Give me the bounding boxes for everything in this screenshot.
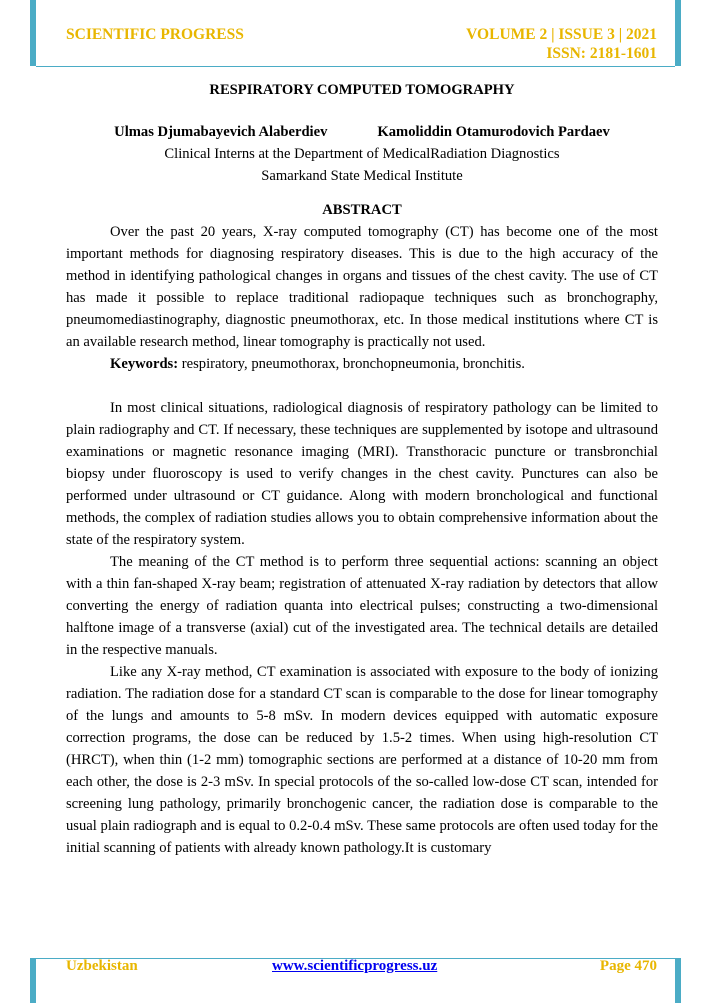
- journal-name: SCIENTIFIC PROGRESS: [66, 26, 244, 43]
- footer-left-bar: [30, 958, 36, 1003]
- website-link[interactable]: www.scientificprogress.uz: [272, 958, 438, 974]
- keywords-label: Keywords:: [110, 356, 179, 372]
- abstract-heading: ABSTRACT: [322, 202, 402, 218]
- page-number: Page 470: [599, 958, 657, 974]
- footer-country: Uzbekistan: [66, 958, 138, 974]
- abstract-text: Over the past 20 years, X-ray computed tomography (CT) has become one of the most important methods for diagnosing respiratory diseases. This is due to the high accuracy of the method in identifying pathological changes in organs and tissues of the chest cavity. The use of CT has made it possible to replace traditional radiopaque techniques such as bronchography, pneumomediastinography, diagnostic pneumothorax, etc. In those medical institutions where CT is an available research method, linear tomography is practically not used.: [66, 224, 658, 350]
- author-1: Ulmas Djumabayevich Alaberdiev: [114, 124, 328, 140]
- affiliation-institute: Samarkand State Medical Institute: [261, 168, 463, 184]
- header-right-bar: [675, 0, 681, 66]
- paragraph: In most clinical situations, radiological diagnosis of respiratory pathology can be limited to plain radiography and CT. If necessary, these techniques are supplemented by isotope and ultrasound examinations or magnetic resonance imaging (MRI). Transthoracic puncture or transbronchial biopsy under fluoroscopy is used to verify changes in the chest cavity. Punctures can also be performed under ultrasound or CT guidance. Along with modern bronchological and functional methods, the complex of radiation studies allows you to obtain comprehensive information about the state of the respiratory system.: [66, 400, 658, 548]
- header-divider: [36, 66, 675, 67]
- issn: ISSN: 2181-1601: [546, 45, 657, 62]
- keywords-list: respiratory, pneumothorax, bronchopneumonia, bronchitis.: [178, 356, 525, 372]
- affiliation-department: Clinical Interns at the Department of MedicalRadiation Diagnostics: [164, 146, 560, 162]
- paragraph: The meaning of the CT method is to perform three sequential actions: scanning an object with a thin fan-shaped X-ray beam; registration of attenuated X-ray radiation by detectors that allow converting the energy of radiation quanta into electrical pulses; constructing a two-dimensional halftone image of a transverse (axial) cut of the investigated area. The technical details are detailed in the respective manuals.: [66, 554, 658, 658]
- author-2: Kamoliddin Otamurodovich Pardaev: [377, 124, 610, 140]
- volume-issue: VOLUME 2 | ISSUE 3 | 2021: [466, 26, 657, 43]
- authors: [66, 121, 658, 143]
- footer-right-bar: [675, 958, 681, 1003]
- article-body: [66, 79, 658, 859]
- keywords: [66, 353, 658, 375]
- article-title: RESPIRATORY COMPUTED TOMOGRAPHY: [209, 82, 515, 98]
- paragraph: Like any X-ray method, CT examination is associated with exposure to the body of ionizing radiation. The radiation dose for a standard CT scan is comparable to the dose for linear tomography of the lungs and amounts to 5-8 mSv. In modern devices equipped with automatic exposure correction programs, the dose can be reduced by 1.5-2 times. When using high-resolution CT (HRCT), when thin (1-2 mm) tomographic sections are performed at a distance of 10-20 mm from each other, the dose is 2-3 mSv. In special protocols of the so-called low-dose CT scan, intended for screening lung pathology, primarily bronchogenic cancer, the radiation dose is comparable to the usual plain radiograph and is equal to 0.2-0.4 mSv. These same protocols are often used today for the initial scanning of patients with already known pathology.It is customary: [66, 664, 658, 856]
- header-left-bar: [30, 0, 36, 66]
